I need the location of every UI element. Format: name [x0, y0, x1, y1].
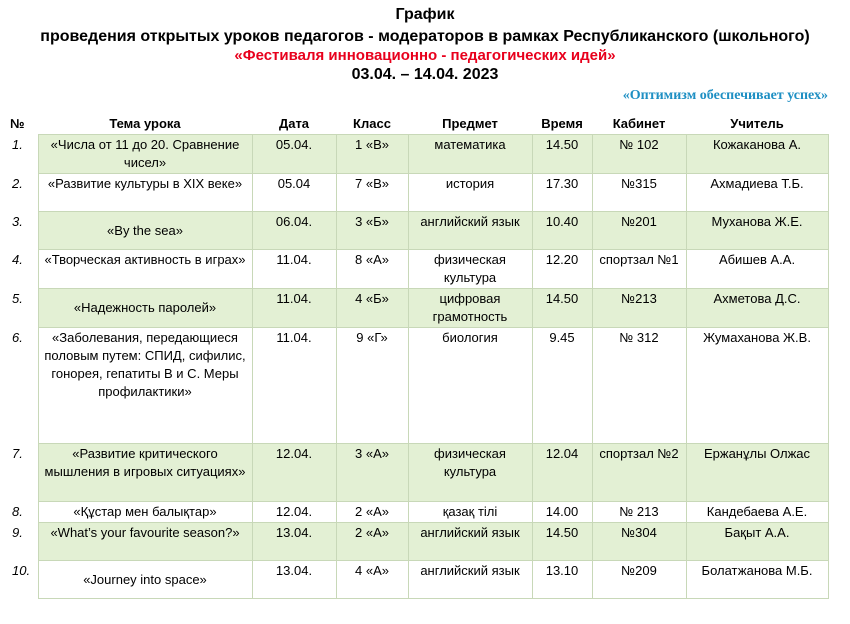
- lesson-subject: английский язык: [408, 523, 532, 561]
- row-number: 7.: [10, 444, 38, 502]
- column-header-date: Дата: [278, 115, 310, 131]
- schedule-subtitle: проведения открытых уроков педагогов - модераторов в рамках Республиканского (школьного): [40, 28, 810, 45]
- row-number: 5.: [10, 289, 38, 328]
- column-header-topic: Тема урока: [109, 115, 181, 131]
- lesson-class: 4 «А»: [336, 561, 408, 599]
- lesson-teacher: Болатжанова М.Б.: [686, 561, 828, 599]
- column-header-number: №: [10, 115, 25, 131]
- lesson-subject: биология: [408, 328, 532, 444]
- lesson-teacher: Муханова Ж.Е.: [686, 212, 828, 250]
- lesson-subject: математика: [408, 135, 532, 174]
- lesson-room: №213: [592, 289, 686, 328]
- lesson-date: 11.04.: [252, 328, 336, 444]
- lesson-class: 3 «Б»: [336, 212, 408, 250]
- date-range: 03.04. – 14.04. 2023: [351, 66, 499, 83]
- lesson-subject: английский язык: [408, 561, 532, 599]
- lesson-date: 06.04.: [252, 212, 336, 250]
- lesson-topic: «Творческая активность в играх»: [38, 250, 252, 289]
- lesson-class: 2 «А»: [336, 523, 408, 561]
- lesson-teacher: Ахмадиева Т.Б.: [686, 174, 828, 212]
- lesson-teacher: Абишев А.А.: [686, 250, 828, 289]
- lesson-date: 13.04.: [252, 561, 336, 599]
- lesson-time: 10.40: [532, 212, 592, 250]
- lesson-room: №304: [592, 523, 686, 561]
- lesson-subject: қазақ тілі: [408, 502, 532, 523]
- row-number: 6.: [10, 328, 38, 444]
- lesson-time: 14.50: [532, 289, 592, 328]
- lesson-date: 13.04.: [252, 523, 336, 561]
- lesson-room: №201: [592, 212, 686, 250]
- lesson-teacher: Ахметова Д.С.: [686, 289, 828, 328]
- lesson-room: №209: [592, 561, 686, 599]
- row-number: 2.: [10, 174, 38, 212]
- lesson-room: спортзал №2: [592, 444, 686, 502]
- table-row: [10, 289, 828, 328]
- column-header-room: Кабинет: [612, 115, 666, 131]
- lesson-teacher: Ержанұлы Олжас: [686, 444, 828, 502]
- column-header-subject: Предмет: [442, 115, 498, 131]
- lesson-teacher: Жумаханова Ж.В.: [686, 328, 828, 444]
- lesson-time: 17.30: [532, 174, 592, 212]
- lesson-time: 12.04: [532, 444, 592, 502]
- lesson-class: 7 «В»: [336, 174, 408, 212]
- lesson-class: 1 «В»: [336, 135, 408, 174]
- lesson-class: 2 «А»: [336, 502, 408, 523]
- lesson-room: № 312: [592, 328, 686, 444]
- lesson-time: 14.00: [532, 502, 592, 523]
- lesson-subject: физическая культура: [408, 250, 532, 289]
- lesson-subject: цифровая грамотность: [408, 289, 532, 328]
- lesson-time: 13.10: [532, 561, 592, 599]
- table-header-row: [10, 112, 828, 135]
- table-row: [10, 561, 828, 599]
- table-row: [10, 444, 828, 502]
- column-header-teacher: Учитель: [730, 115, 784, 131]
- motto: «Оптимизм обеспечивает успех»: [622, 88, 828, 103]
- lesson-date: 11.04.: [252, 250, 336, 289]
- row-number: 1.: [10, 135, 38, 174]
- lesson-topic: «Развитие культуры в XIX веке»: [38, 174, 252, 212]
- lesson-topic: «Құстар мен балықтар»: [38, 502, 252, 523]
- lesson-date: 11.04.: [252, 289, 336, 328]
- row-number: 4.: [10, 250, 38, 289]
- schedule-title: График: [395, 6, 455, 23]
- table-row: [10, 174, 828, 212]
- lesson-date: 05.04: [252, 174, 336, 212]
- lesson-class: 3 «А»: [336, 444, 408, 502]
- lesson-date: 12.04.: [252, 502, 336, 523]
- lesson-room: спортзал №1: [592, 250, 686, 289]
- lesson-topic: «Развитие критического мышления в игровых ситуациях»: [38, 444, 252, 502]
- table-row: [10, 212, 828, 250]
- lesson-date: 05.04.: [252, 135, 336, 174]
- table-row: [10, 523, 828, 561]
- lesson-teacher: Кожаканова А.: [686, 135, 828, 174]
- lesson-class: 4 «Б»: [336, 289, 408, 328]
- lesson-teacher: Кандебаева А.Е.: [686, 502, 828, 523]
- row-number: 10.: [10, 561, 38, 599]
- lesson-class: 8 «А»: [336, 250, 408, 289]
- lesson-time: 9.45: [532, 328, 592, 444]
- lesson-teacher: Бақыт А.А.: [686, 523, 828, 561]
- lesson-room: №315: [592, 174, 686, 212]
- lesson-topic: «Числа от 11 до 20. Сравнение чисел»: [38, 135, 252, 174]
- lesson-room: № 102: [592, 135, 686, 174]
- lesson-time: 12.20: [532, 250, 592, 289]
- table-row: [10, 135, 828, 174]
- lesson-time: 14.50: [532, 135, 592, 174]
- table-row: [10, 250, 828, 289]
- lesson-subject: английский язык: [408, 212, 532, 250]
- row-number: 9.: [10, 523, 38, 561]
- column-header-class: Класс: [353, 115, 391, 131]
- lesson-time: 14.50: [532, 523, 592, 561]
- column-header-time: Время: [541, 115, 583, 131]
- lesson-topic: «Надежность паролей»: [38, 289, 252, 328]
- festival-name: «Фестиваля инновационно - педагогических идей»: [234, 47, 616, 64]
- lesson-topic: «By the sea»: [38, 212, 252, 250]
- lesson-class: 9 «Г»: [336, 328, 408, 444]
- lesson-subject: физическая культура: [408, 444, 532, 502]
- lesson-room: № 213: [592, 502, 686, 523]
- table-row: [10, 502, 828, 523]
- lesson-topic: «What’s your favourite season?»: [38, 523, 252, 561]
- lesson-date: 12.04.: [252, 444, 336, 502]
- row-number: 3.: [10, 212, 38, 250]
- schedule-table: [10, 112, 829, 599]
- lesson-subject: история: [408, 174, 532, 212]
- lesson-topic: «Заболевания, передающиеся половым путем: СПИД, сифилис, гонорея, гепатиты В и С. Меры профилактики»: [38, 328, 252, 444]
- table-row: [10, 328, 828, 444]
- row-number: 8.: [10, 502, 38, 523]
- lesson-topic: «Journey into space»: [38, 561, 252, 599]
